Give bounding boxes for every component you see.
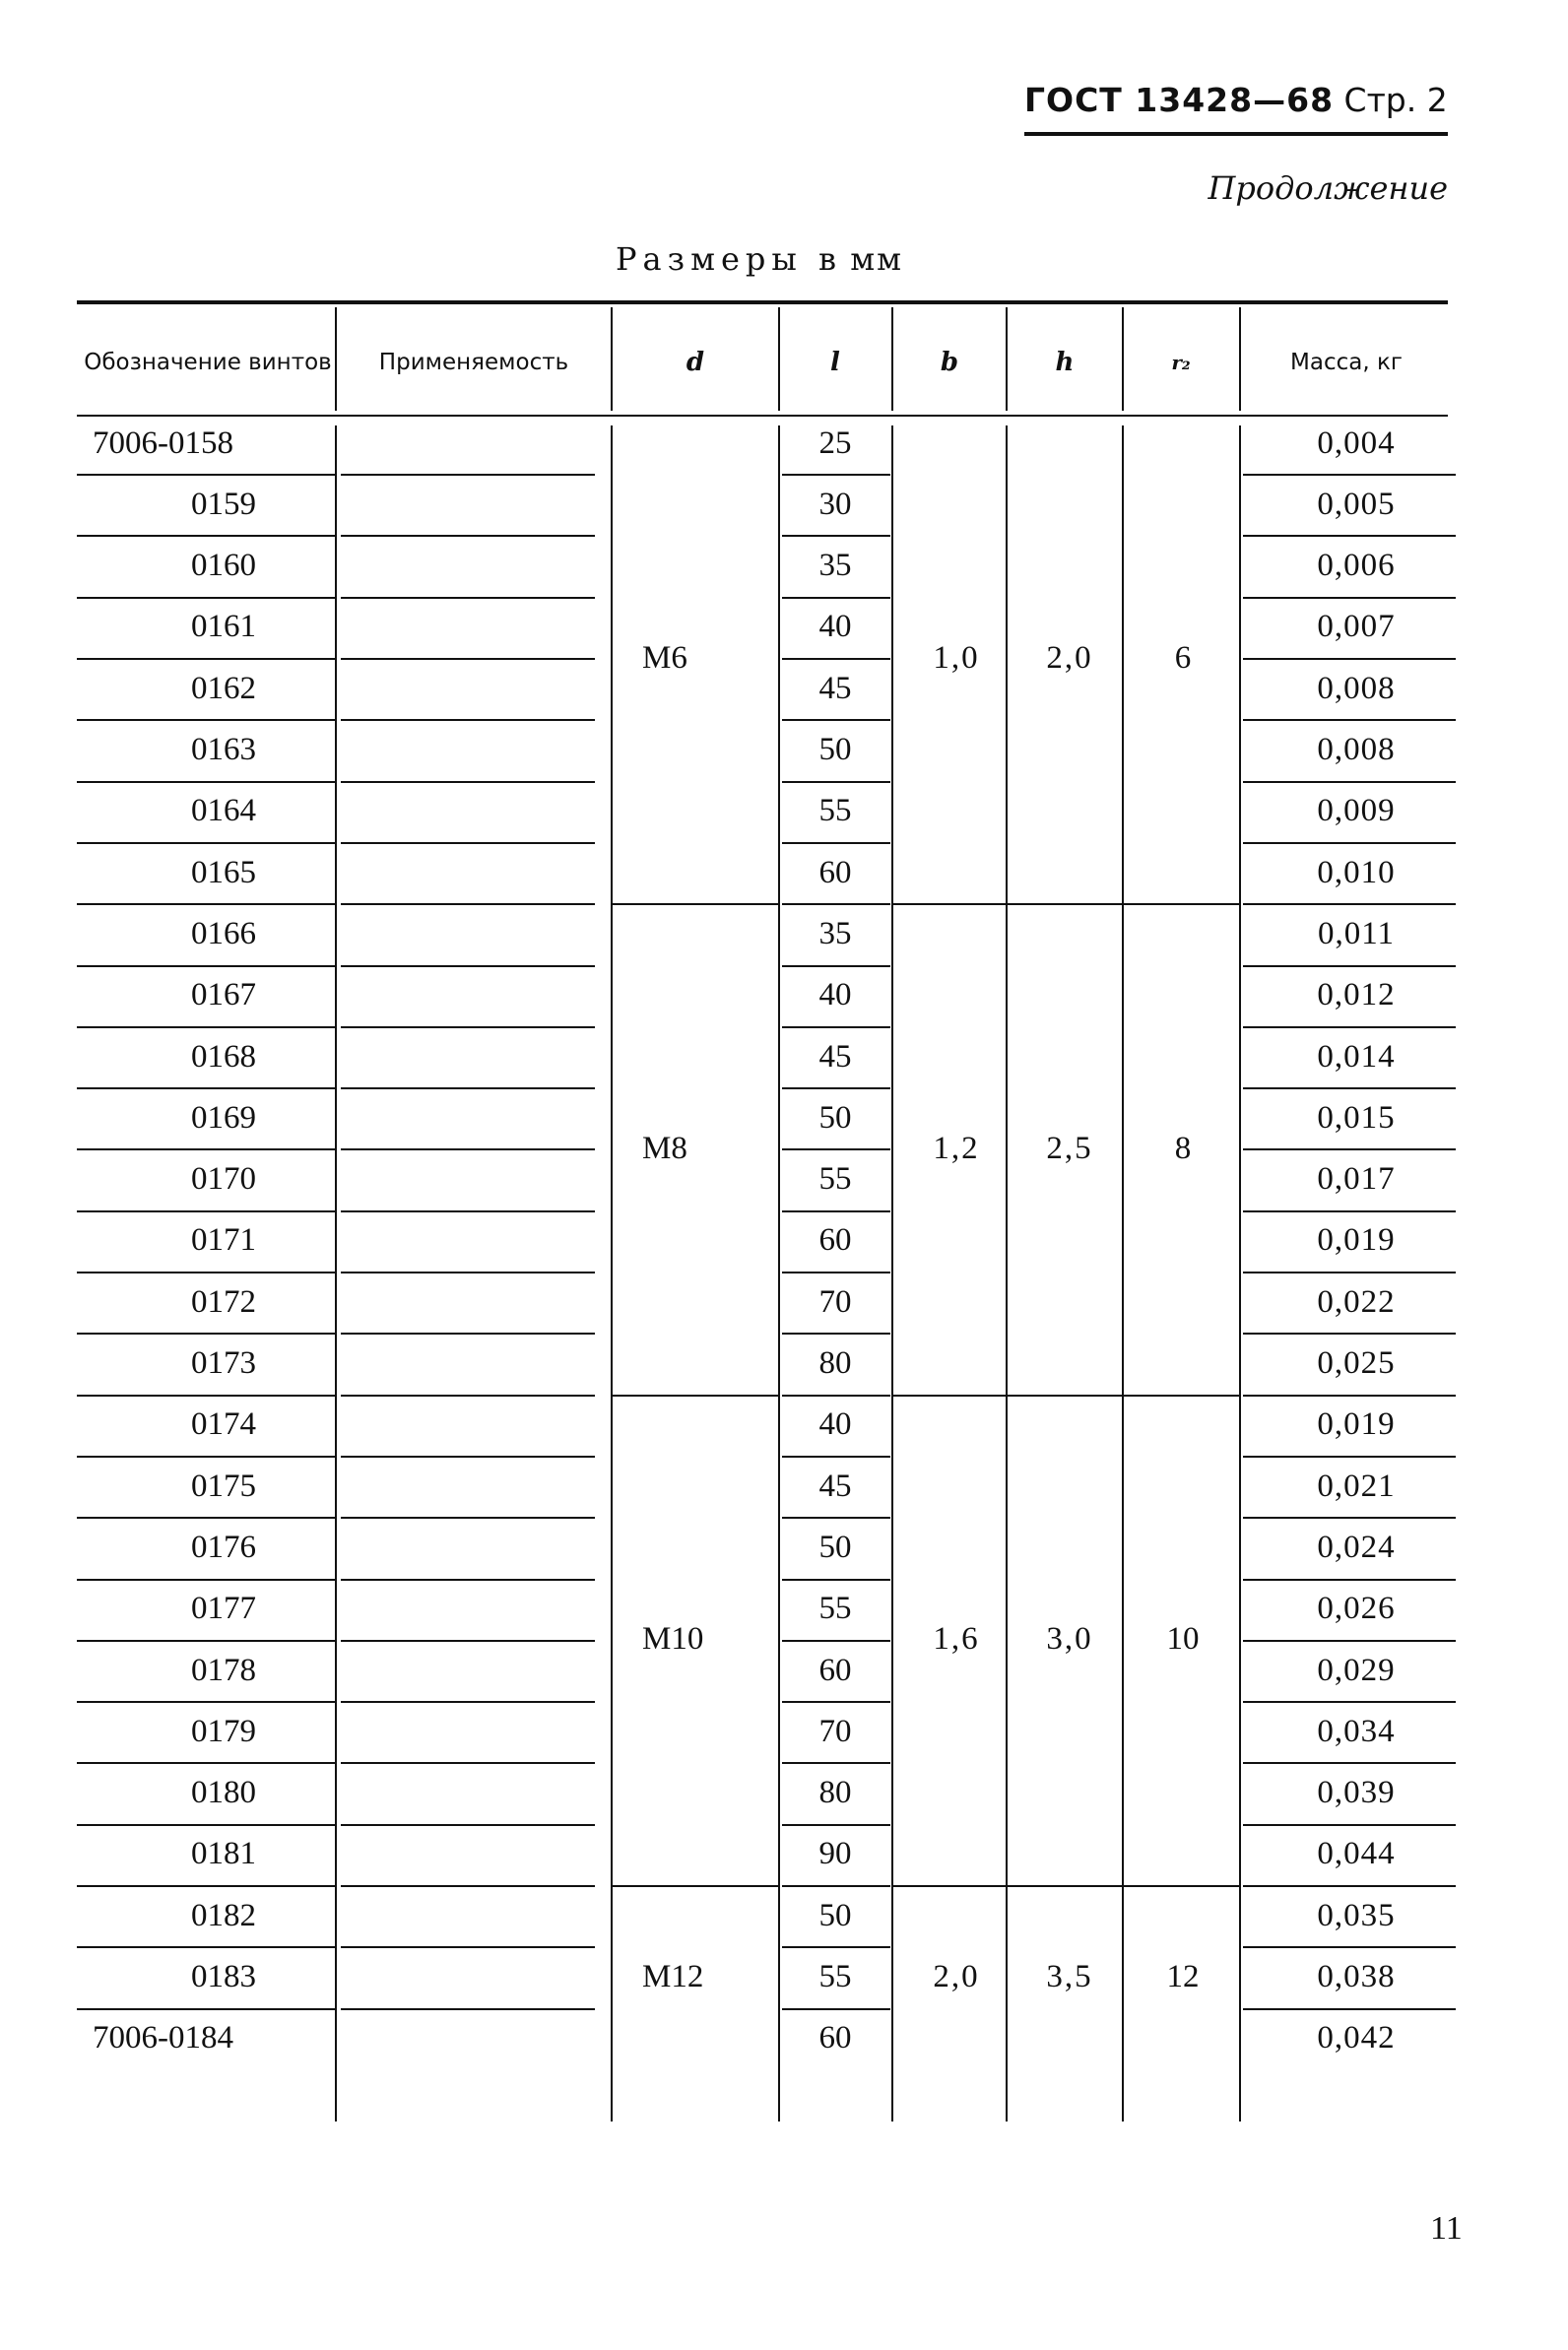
table-caption [616,240,903,278]
slot-depth-cell: 2,0 [1046,639,1093,676]
row-rule [1243,474,1456,476]
header-divider [1006,307,1008,411]
row-rule [1243,2008,1456,2010]
header-divider [778,307,780,411]
column-divider [891,425,893,2122]
row-rule [1243,1824,1456,1826]
row-rule [1243,1210,1456,1212]
group-rule [611,1395,778,1397]
row-rule [782,1885,890,1887]
length-cell: 90 [818,1836,852,1872]
designation-cell: 0174 [191,1406,256,1443]
group-rule [891,1395,1239,1397]
row-rule [77,1087,335,1089]
designation-cell: 0173 [191,1345,256,1381]
column-divider [1239,425,1241,2122]
row-rule [77,1210,335,1212]
slot-depth-cell: 2,5 [1046,1130,1093,1166]
row-rule [341,719,595,721]
row-rule [341,1272,595,1273]
row-rule [77,1885,335,1887]
group-rule [891,1885,1239,1887]
designation-cell: 0161 [191,609,256,645]
row-rule [782,1148,890,1150]
designation-cell: 0181 [191,1836,256,1872]
column-header-designation: Обозначение винтов [84,350,332,375]
row-rule [341,903,595,905]
slot-depth-cell: 3,0 [1046,1621,1093,1658]
slot-depth-cell: 3,5 [1046,1959,1093,1994]
mass-cell: 0,017 [1317,1161,1396,1198]
slot-width-cell: 2,0 [933,1959,980,1994]
length-cell: 70 [818,1713,852,1749]
mass-cell: 0,035 [1317,1897,1396,1933]
column-header-mass: Масса, кг [1290,350,1403,375]
row-rule [341,781,595,783]
length-cell: 55 [818,1959,852,1994]
mass-cell: 0,011 [1317,915,1396,951]
row-rule [1243,781,1456,783]
standard-number: ГОСТ 13428—68 [1024,81,1335,119]
row-rule [782,1701,890,1703]
length-cell: 50 [818,1897,852,1933]
row-rule [782,903,890,905]
mass-cell: 0,039 [1317,1775,1396,1811]
row-rule [1243,719,1456,721]
designation-cell: 0177 [191,1591,256,1627]
row-rule [1243,903,1456,905]
row-rule [77,1517,335,1519]
row-rule [1243,535,1456,537]
row-rule [782,1456,890,1458]
length-cell: 50 [818,732,852,767]
column-divider [611,425,613,2122]
mass-cell: 0,038 [1317,1959,1396,1994]
length-cell: 45 [818,670,852,706]
designation-cell: 0172 [191,1283,256,1320]
row-rule [341,965,595,967]
row-rule [77,2008,335,2010]
caption-unit: в мм [818,240,903,278]
row-rule [341,474,595,476]
mass-cell: 0,010 [1317,854,1396,890]
group-rule [611,903,778,905]
row-rule [1243,1333,1456,1335]
row-rule [341,1026,595,1028]
mass-cell: 0,029 [1317,1652,1396,1688]
length-cell: 30 [818,486,852,522]
row-rule [782,2008,890,2010]
designation-cell: 0168 [191,1038,256,1075]
designation-cell: 0164 [191,793,256,829]
radius-cell: 10 [1166,1621,1200,1658]
designation-cell: 0176 [191,1529,256,1565]
row-rule [782,1395,890,1397]
length-cell: 40 [818,609,852,645]
designation-cell: 0166 [191,915,256,951]
mass-cell: 0,019 [1317,1406,1396,1443]
row-rule [1243,597,1456,599]
slot-width-cell: 1,2 [933,1130,980,1166]
designation-cell: 0165 [191,854,256,890]
length-cell: 35 [818,915,852,951]
length-cell: 40 [818,977,852,1013]
designation-cell: 0162 [191,670,256,706]
row-rule [341,1640,595,1642]
column-header-l: l [830,348,840,377]
column-divider [778,425,780,2122]
header-divider [1239,307,1241,411]
row-rule [77,1762,335,1764]
mass-cell: 0,025 [1317,1345,1396,1381]
designation-cell: 0167 [191,977,256,1013]
row-rule [77,1026,335,1028]
row-rule [77,597,335,599]
row-rule [782,1026,890,1028]
group-rule [891,903,1239,905]
row-rule [1243,1026,1456,1028]
designation-cell: 0169 [191,1099,256,1136]
designation-cell: 7006-0158 [93,424,233,461]
row-rule [1243,1456,1456,1458]
table-top-rule [77,300,1448,304]
row-rule [1243,1087,1456,1089]
designation-cell: 0159 [191,486,256,522]
header-divider [1122,307,1124,411]
row-rule [1243,658,1456,660]
mass-cell: 0,012 [1317,977,1396,1013]
row-rule [341,1333,595,1335]
row-rule [782,1272,890,1273]
mass-cell: 0,006 [1317,548,1396,584]
row-rule [341,1824,595,1826]
row-rule [341,1456,595,1458]
row-rule [1243,965,1456,967]
row-rule [782,1640,890,1642]
row-rule [1243,1946,1456,1948]
thread-size-cell: M10 [642,1621,704,1658]
length-cell: 55 [818,793,852,829]
length-cell: 50 [818,1099,852,1136]
row-rule [77,535,335,537]
row-rule [1243,1579,1456,1581]
row-rule [77,1640,335,1642]
thread-size-cell: M6 [642,639,687,676]
row-rule [782,658,890,660]
row-rule [341,1579,595,1581]
continuation-label: Продолжение [1208,169,1448,207]
row-rule [782,965,890,967]
column-header-b: b [940,348,959,377]
row-rule [1243,1885,1456,1887]
length-cell: 55 [818,1591,852,1627]
designation-cell: 0160 [191,548,256,584]
row-rule [341,597,595,599]
row-rule [77,842,335,844]
group-rule [611,1885,778,1887]
row-rule [77,1395,335,1397]
row-rule [77,965,335,967]
mass-cell: 0,004 [1317,424,1396,461]
row-rule [341,1701,595,1703]
mass-cell: 0,014 [1317,1038,1396,1075]
row-rule [341,1517,595,1519]
slot-width-cell: 1,0 [933,639,980,676]
row-rule [341,1087,595,1089]
mass-cell: 0,026 [1317,1591,1396,1627]
length-cell: 60 [818,1652,852,1688]
designation-cell: 0163 [191,732,256,767]
row-rule [77,1272,335,1273]
row-rule [782,1579,890,1581]
header-divider [891,307,893,411]
row-rule [341,1210,595,1212]
row-rule [77,781,335,783]
mass-cell: 0,044 [1317,1836,1396,1872]
row-rule [341,2008,595,2010]
mass-cell: 0,009 [1317,793,1396,829]
row-rule [1243,842,1456,844]
length-cell: 40 [818,1406,852,1443]
designation-cell: 0179 [191,1713,256,1749]
row-rule [1243,1517,1456,1519]
thread-size-cell: M8 [642,1130,687,1166]
row-rule [782,1517,890,1519]
mass-cell: 0,019 [1317,1222,1396,1259]
mass-cell: 0,008 [1317,670,1396,706]
row-rule [77,1148,335,1150]
column-header-h: h [1055,348,1075,377]
length-cell: 60 [818,854,852,890]
designation-cell: 7006-0184 [93,2020,233,2056]
designation-cell: 0182 [191,1897,256,1933]
row-rule [77,658,335,660]
designation-cell: 0180 [191,1775,256,1811]
mass-cell: 0,015 [1317,1099,1396,1136]
row-rule [782,781,890,783]
length-cell: 80 [818,1775,852,1811]
mass-cell: 0,021 [1317,1468,1396,1504]
row-rule [1243,1148,1456,1150]
designation-cell: 0178 [191,1652,256,1688]
row-rule [77,903,335,905]
caption-text: Размеры [616,240,803,278]
row-rule [341,842,595,844]
length-cell: 55 [818,1161,852,1198]
header-divider [335,307,337,411]
row-rule [1243,1640,1456,1642]
radius-cell: 8 [1174,1130,1192,1166]
row-rule [341,1762,595,1764]
row-rule [77,1946,335,1948]
row-rule [77,474,335,476]
mass-cell: 0,007 [1317,609,1396,645]
row-rule [782,1946,890,1948]
row-rule [782,535,890,537]
length-cell: 35 [818,548,852,584]
row-rule [1243,1762,1456,1764]
designation-cell: 0170 [191,1161,256,1198]
row-rule [341,1395,595,1397]
row-rule [1243,1395,1456,1397]
length-cell: 70 [818,1283,852,1320]
row-rule [77,1456,335,1458]
header-rule [1024,132,1448,136]
radius-cell: 6 [1174,639,1192,676]
column-header-applicability: Применяемость [378,350,569,375]
row-rule [782,1087,890,1089]
row-rule [77,1333,335,1335]
row-rule [782,474,890,476]
mass-cell: 0,024 [1317,1529,1396,1565]
header-line [1024,81,1448,119]
row-rule [77,1824,335,1826]
row-rule [77,1579,335,1581]
row-rule [341,1148,595,1150]
row-rule [77,719,335,721]
row-rule [341,658,595,660]
row-rule [782,1333,890,1335]
row-rule [782,842,890,844]
radius-cell: 12 [1166,1959,1200,1994]
page-number: 11 [1430,2210,1463,2247]
row-rule [782,1210,890,1212]
length-cell: 25 [818,424,852,461]
designation-cell: 0171 [191,1222,256,1259]
length-cell: 60 [818,1222,852,1259]
length-cell: 60 [818,2020,852,2056]
row-rule [782,1824,890,1826]
thread-size-cell: M12 [642,1959,704,1994]
slot-width-cell: 1,6 [933,1621,980,1658]
column-header-r2: r₂ [1171,351,1191,374]
row-rule [77,1701,335,1703]
row-rule [341,535,595,537]
mass-cell: 0,005 [1317,486,1396,522]
designation-cell: 0175 [191,1468,256,1504]
length-cell: 45 [818,1468,852,1504]
mass-cell: 0,042 [1317,2020,1396,2056]
mass-cell: 0,034 [1317,1713,1396,1749]
length-cell: 80 [818,1345,852,1381]
row-rule [782,597,890,599]
row-rule [1243,1272,1456,1273]
length-cell: 50 [818,1529,852,1565]
row-rule [341,1885,595,1887]
row-rule [782,719,890,721]
row-rule [341,1946,595,1948]
column-divider [335,425,337,2122]
mass-cell: 0,008 [1317,732,1396,767]
header-divider [611,307,613,411]
row-rule [782,1762,890,1764]
length-cell: 45 [818,1038,852,1075]
mass-cell: 0,022 [1317,1283,1396,1320]
column-header-d: d [686,348,705,377]
designation-cell: 0183 [191,1959,256,1994]
page-label: Стр. 2 [1343,81,1448,119]
row-rule [1243,1701,1456,1703]
